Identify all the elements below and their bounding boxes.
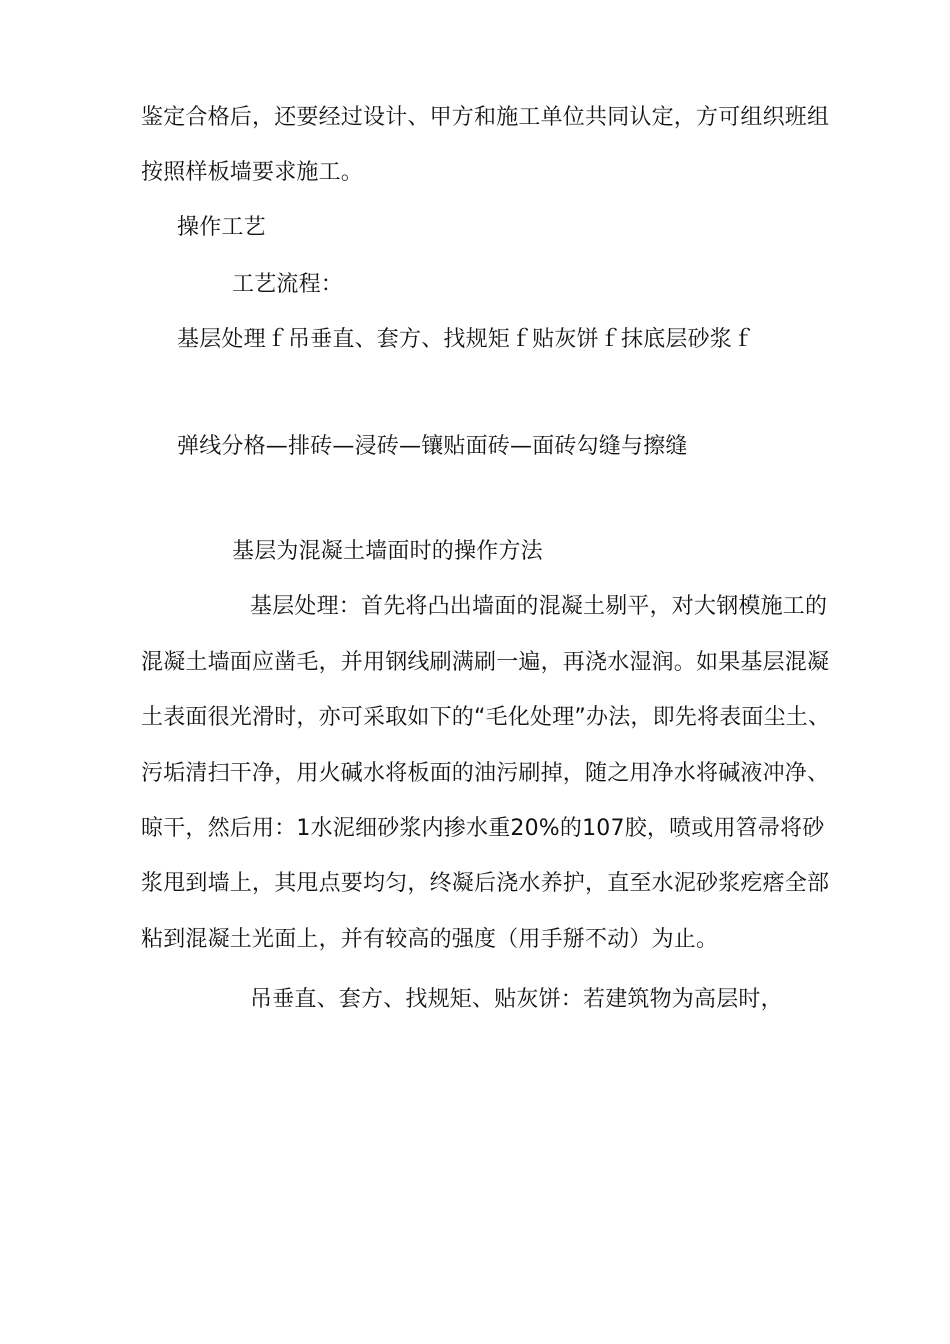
body-text-line: 按照样板墙要求施工。 bbox=[141, 160, 364, 185]
body-text-line: 混凝土墙面应凿毛，并用钢线刷满刷一遍，再浇水湿润。如果基层混凝 bbox=[141, 650, 830, 675]
process-subheading: 工艺流程： bbox=[232, 272, 344, 297]
body-text-line: 基层处理：首先将凸出墙面的混凝土剔平，对大钢模施工的 bbox=[250, 594, 828, 619]
body-text-line: 晾干，然后用：1水泥细砂浆内掺水重20%的107胶，喷或用笤帚将砂 bbox=[141, 816, 825, 841]
body-text-line: 粘到混凝土光面上，并有较高的强度（用手掰不动）为止。 bbox=[141, 927, 719, 952]
body-text-line: 土表面很光滑时，亦可采取如下的“毛化处理”办法，即先将表面尘土、 bbox=[141, 705, 831, 730]
process-flow-line: 基层处理ｆ吊垂直、套方、找规矩ｆ贴灰饼ｆ抹底层砂浆ｆ bbox=[177, 327, 755, 352]
process-flow-line: 弹线分格—排砖—浸砖—镶贴面砖—面砖勾缝与擦缝 bbox=[177, 434, 688, 459]
body-text-line: 吊垂直、套方、找规矩、贴灰饼：若建筑物为高层时， bbox=[250, 987, 783, 1012]
body-text-line: 污垢清扫干净，用火碱水将板面的油污刷掉，随之用净水将碱液冲净、 bbox=[141, 761, 830, 786]
body-text-line: 浆甩到墙上，其甩点要均匀，终凝后浇水养护，直至水泥砂浆疙瘩全部 bbox=[141, 871, 830, 896]
body-text-line: 鉴定合格后，还要经过设计、甲方和施工单位共同认定，方可组织班组 bbox=[141, 105, 830, 130]
section-heading: 操作工艺 bbox=[177, 215, 266, 240]
method-subheading: 基层为混凝土墙面时的操作方法 bbox=[232, 539, 543, 564]
